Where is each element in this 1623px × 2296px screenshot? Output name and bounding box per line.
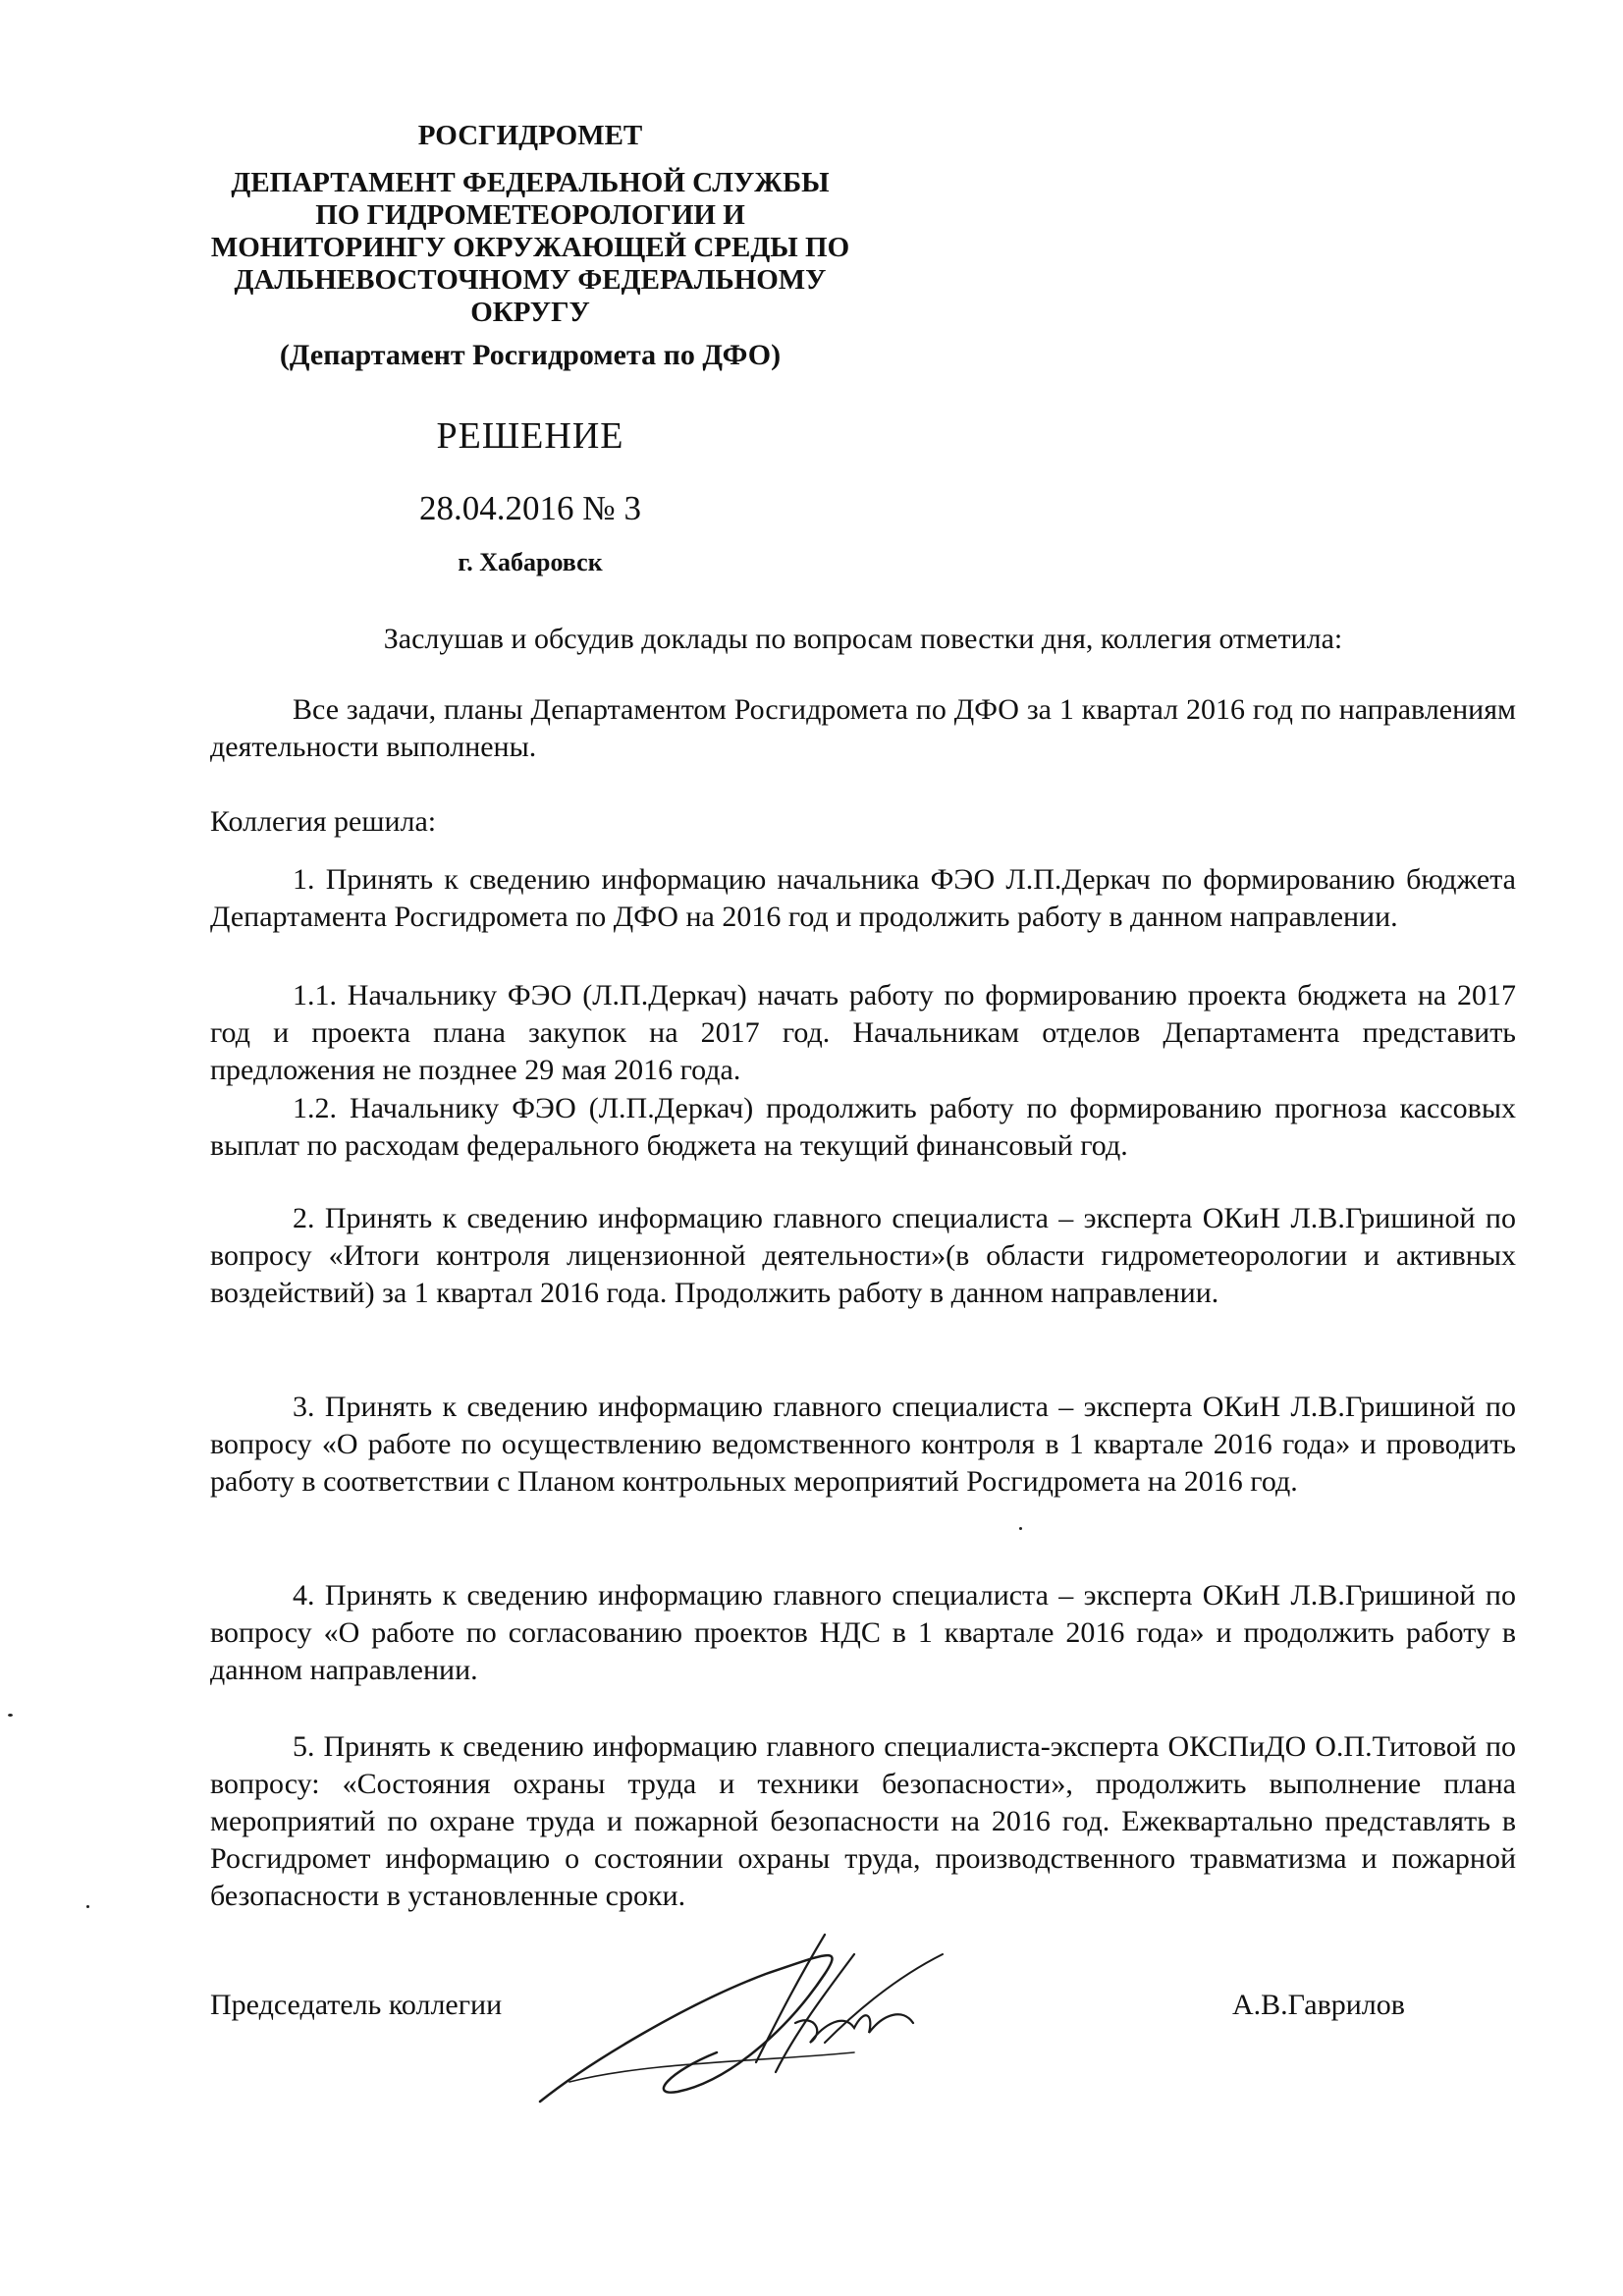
scan-speck [86, 1905, 89, 1908]
department-line: ДЕПАРТАМЕНТ ФЕДЕРАЛЬНОЙ СЛУЖБЫ [231, 167, 830, 198]
decided-heading: Коллегия решила: [210, 805, 437, 838]
document-city: г. Хабаровск [458, 548, 603, 576]
intro-paragraph: Заслушав и обсудив доклады по вопросам повестки дня, коллегия отметила: [383, 623, 1343, 655]
decision-item-1-2: 1.2. Начальнику ФЭО (Л.П.Деркач) продолжить работу по формированию прогноза кассовых выплат по расходам федерального бюджета на текущий финансовый год. [210, 1092, 1516, 1162]
decision-item-1: 1. Принять к сведению информацию начальника ФЭО Л.П.Деркач по формированию бюджета Департамента Росгидромета по ДФО на 2016 год и продолжить работу в данном направлении. [210, 863, 1516, 933]
summary-paragraph: Все задачи, планы Департаментом Росгидромета по ДФО за 1 квартал 2016 год по направлениям деятельности выполнены. [210, 693, 1516, 763]
department-line: ПО ГИДРОМЕТЕОРОЛОГИИ И [315, 199, 745, 231]
signature-label: Председатель коллегии [210, 1989, 503, 2021]
decision-item-2: 2. Принять к сведению информацию главного специалиста – эксперта ОКиН Л.В.Гришиной по вопросу «Итоги контроля лицензионной деятельности»(в области гидрометеорологии и активных воздействий) за 1 квартал 2016 года. Продолжить работу в данном направлении. [210, 1202, 1516, 1309]
department-line: ОКРУГУ [470, 297, 590, 328]
document-date-number: 28.04.2016 № 3 [419, 489, 641, 527]
scan-speck [8, 1714, 13, 1717]
department-line: ДАЛЬНЕВОСТОЧНОМУ ФЕДЕРАЛЬНОМУ [234, 264, 827, 296]
signatory-name: А.В.Гаврилов [1232, 1989, 1405, 2021]
document-title: РЕШЕНИЕ [436, 415, 624, 457]
organization-name: РОСГИДРОМЕТ [417, 120, 643, 151]
department-line: МОНИТОРИНГУ ОКРУЖАЮЩЕЙ СРЕДЫ ПО [210, 232, 850, 263]
decision-item-5: 5. Принять к сведению информацию главного специалиста-эксперта ОКСПиДО О.П.Титовой по вопросу: «Состояния охраны труда и техники безопасности», продолжить выполнение плана мероприятий по охране труда и пожарной безопасности на 2016 год. Ежеквартально представлять в Росгидромет информацию о состоянии охраны труда, производственного травматизма и пожарной безопасности в установленные сроки. [210, 1730, 1516, 1912]
decision-item-3: 3. Принять к сведению информацию главного специалиста – эксперта ОКиН Л.В.Гришиной по вопросу «О работе по осуществлению ведомственного контроля в 1 квартале 2016 года» и проводить работу в соответствии с Планом контрольных мероприятий Росгидромета на 2016 год. [210, 1391, 1516, 1498]
decision-item-4: 4. Принять к сведению информацию главного специалиста – эксперта ОКиН Л.В.Гришиной по вопросу «О работе по согласованию проектов НДС в 1 квартале 2016 года» и продолжить работу в данном направлении. [210, 1579, 1516, 1686]
handwritten-signature [530, 1915, 992, 2121]
department-short-name: (Департамент Росгидромета по ДФО) [279, 339, 782, 371]
decision-item-1-1: 1.1. Начальнику ФЭО (Л.П.Деркач) начать работу по формированию проекта бюджета на 2017 год и проекта плана закупок на 2017 год. Начальникам отделов Департамента представить предложения не позднее 29 мая 2016 года. [210, 979, 1516, 1086]
scan-speck [1019, 1527, 1022, 1530]
department-name [196, 167, 864, 329]
